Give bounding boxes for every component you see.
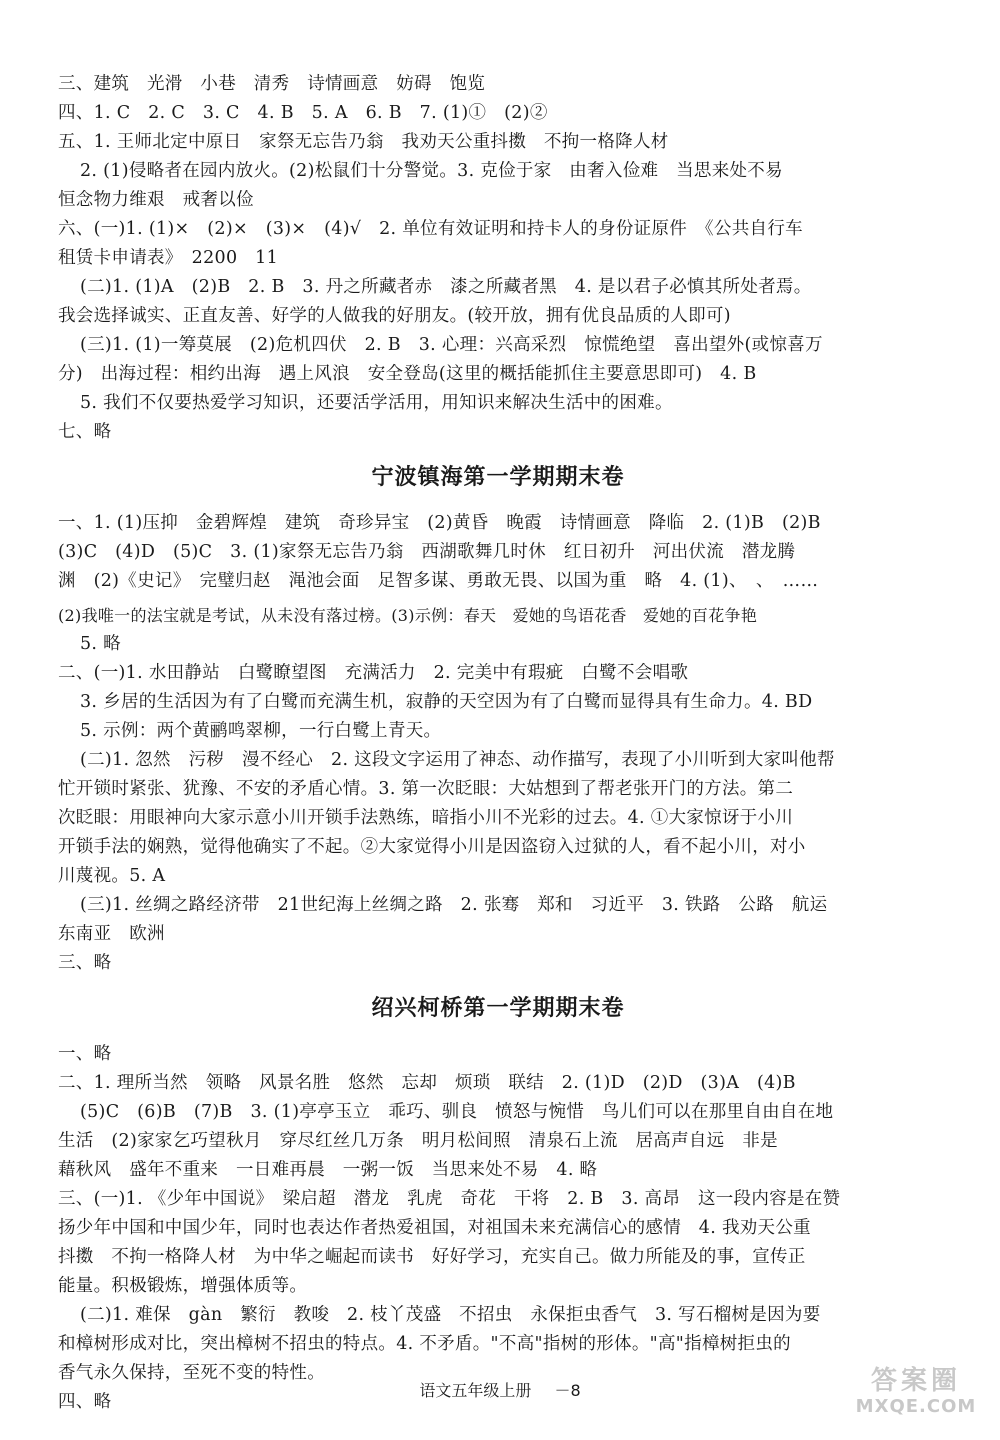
ningbo-answers [58, 509, 938, 978]
watermark-url: MXQE.COM [855, 1396, 977, 1417]
answer-line: 四、1. C 2. C 3. C 4. B 5. A 6. B 7. (1)① (2)② [58, 103, 548, 123]
answer-line: 3. 乡居的生活因为有了白鹭而充满生机，寂静的天空因为有了白鹭而显得具有生命力。4. BD [80, 692, 813, 712]
answer-line: 六、(一)1. (1)× (2)× (3)× (4)√ 2. 单位有效证明和持卡人的身份证原件 《公共自行车 [58, 219, 803, 239]
footer-book-title: 语文五年级上册 [419, 1381, 532, 1400]
answer-line: 恒念物力维艰 戒奢以俭 [58, 190, 254, 210]
answer-page [58, 70, 938, 1417]
answer-line: 抖擞 不拘一格降人材 为中华之崛起而读书 好好学习，充实自己。做力所能及的事，宣传正 [58, 1247, 806, 1267]
answer-line: 扬少年中国和中国少年，同时也表达作者热爱祖国，对祖国未来充满信心的感情 4. 我劝天公重 [58, 1218, 811, 1238]
answer-line: 七、略 [58, 422, 112, 442]
watermark-text: 答案圈 [870, 1366, 961, 1396]
answer-line: (5)C (6)B (7)B 3. (1)亭亭玉立 乖巧、驯良 愤怒与惋惜 鸟儿们可以在那里自由自在地 [80, 1102, 834, 1122]
page-number: －8 [554, 1381, 581, 1400]
answer-line: (2)我唯一的法宝就是考试，从未没有落过榜。(3)示例：春天 爱她的鸟语花香 爱她的百花争艳 [58, 606, 758, 625]
answer-line: 我会选择诚实、正直友善、好学的人做我的好朋友。(较开放，拥有优良品质的人即可) [58, 306, 731, 326]
answer-line: 和樟树形成对比，突出樟树不招虫的特点。4. 不矛盾。"不高"指树的形体。"高"指樟树拒虫的 [58, 1334, 791, 1354]
answer-line: 2. (1)侵略者在园内放火。(2)松鼠们十分警觉。3. 克俭于家 由奢入俭难 当思来处不易 [80, 161, 783, 181]
answer-line: 二、1. 理所当然 领略 风景名胜 悠然 忘却 烦琐 联结 2. (1)D (2)D (3)A (4)B [58, 1073, 796, 1093]
answer-line: (三)1. 丝绸之路经济带 21世纪海上丝绸之路 2. 张骞 郑和 习近平 3. 铁路 公路 航运 [80, 895, 828, 915]
answer-line: (二)1. 难保 gàn 繁衍 教唆 2. 枝丫茂盛 不招虫 永保拒虫香气 3. 写石榴树是因为要 [80, 1305, 821, 1325]
answer-line: 渊 (2)《史记》 完璧归赵 渑池会面 足智多谋、勇敢无畏、以国为重 略 4. (1)、 、 …… [58, 571, 819, 591]
answer-line: 5. 示例：两个黄鹂鸣翠柳，一行白鹭上青天。 [80, 721, 442, 741]
answer-line: 分) 出海过程：相约出海 遇上风浪 安全登岛(这里的概括能抓住主要意思即可) 4. B [58, 364, 757, 384]
answer-line: 香气永久保持，至死不变的特性。 [58, 1363, 325, 1383]
answer-line: (三)1. (1)一筹莫展 (2)危机四伏 2. B 3. 心理：兴高采烈 惊慌绝望 喜出望外(或惊喜万 [80, 335, 823, 355]
answer-line: (二)1. (1)A (2)B 2. B 3. 丹之所藏者赤 漆之所藏者黑 4. 是以君子必慎其所处者焉。 [80, 277, 812, 297]
answer-line: 二、(一)1. 水田静站 白鹭瞭望图 充满活力 2. 完美中有瑕疵 白鹭不会唱歌 [58, 663, 689, 683]
answer-line: 川蔑视。5. A [58, 866, 166, 886]
answer-line: 一、1. (1)压抑 金碧辉煌 建筑 奇珍异宝 (2)黄昏 晚霞 诗情画意 降临 2. (1)B (2)B [58, 513, 821, 533]
answer-line: 生活 (2)家家乞巧望秋月 穿尽红丝几万条 明月松间照 清泉石上流 居高声自远 非是 [58, 1131, 778, 1151]
answer-line: 忙开锁时紧张、犹豫、不安的矛盾心情。3. 第一次眨眼：大姑想到了帮老张开门的方法。第二 [58, 779, 794, 799]
answer-line: (3)C (4)D (5)C 3. (1)家祭无忘告乃翁 西湖歌舞几时休 红日初升 河出伏流 潜龙腾 [58, 542, 796, 562]
answer-line: 5. 我们不仅要热爱学习知识，还要活学活用，用知识来解决生活中的困难。 [80, 393, 673, 413]
answer-line: 一、略 [58, 1044, 112, 1064]
top-answers [58, 70, 938, 447]
answer-line: 5. 略 [80, 634, 121, 654]
answer-line: 三、略 [58, 953, 112, 973]
answer-line: 藉秋风 盛年不重来 一日难再晨 一粥一饭 当思来处不易 4. 略 [58, 1160, 598, 1180]
answer-line: 次眨眼：用眼神向大家示意小川开锁手法熟练，暗指小川不光彩的过去。4. ①大家惊讶于小川 [58, 808, 794, 828]
section-title-shaoxing: 绍兴柯桥第一学期期末卷 [371, 996, 625, 1021]
shaoxing-answers [58, 1040, 938, 1417]
answer-line: 四、略 [58, 1392, 112, 1412]
answer-line: 五、1. 王师北定中原日 家祭无忘告乃翁 我劝天公重抖擞 不拘一格降人材 [58, 132, 669, 152]
answer-line: 东南亚 欧洲 [58, 924, 165, 944]
answer-line: 开锁手法的娴熟，觉得他确实了不起。②大家觉得小川是因盗窃入过狱的人，看不起小川，对小 [58, 837, 806, 857]
answer-line: 能量。积极锻炼，增强体质等。 [58, 1276, 308, 1296]
watermark-logo [846, 1368, 986, 1428]
answer-line: 租赁卡申请表》 2200 11 [58, 248, 279, 268]
answer-line: 三、建筑 光滑 小巷 清秀 诗情画意 妨碍 饱览 [58, 74, 486, 94]
section-title-ningbo: 宁波镇海第一学期期末卷 [371, 465, 625, 490]
answer-line: 三、(一)1. 《少年中国说》 梁启超 潜龙 乳虎 奇花 干将 2. B 3. 高昂 这一段内容是在赞 [58, 1189, 841, 1209]
answer-line: (二)1. 忽然 污秽 漫不经心 2. 这段文字运用了神态、动作描写，表现了小川听到大家叫他帮 [80, 750, 835, 770]
